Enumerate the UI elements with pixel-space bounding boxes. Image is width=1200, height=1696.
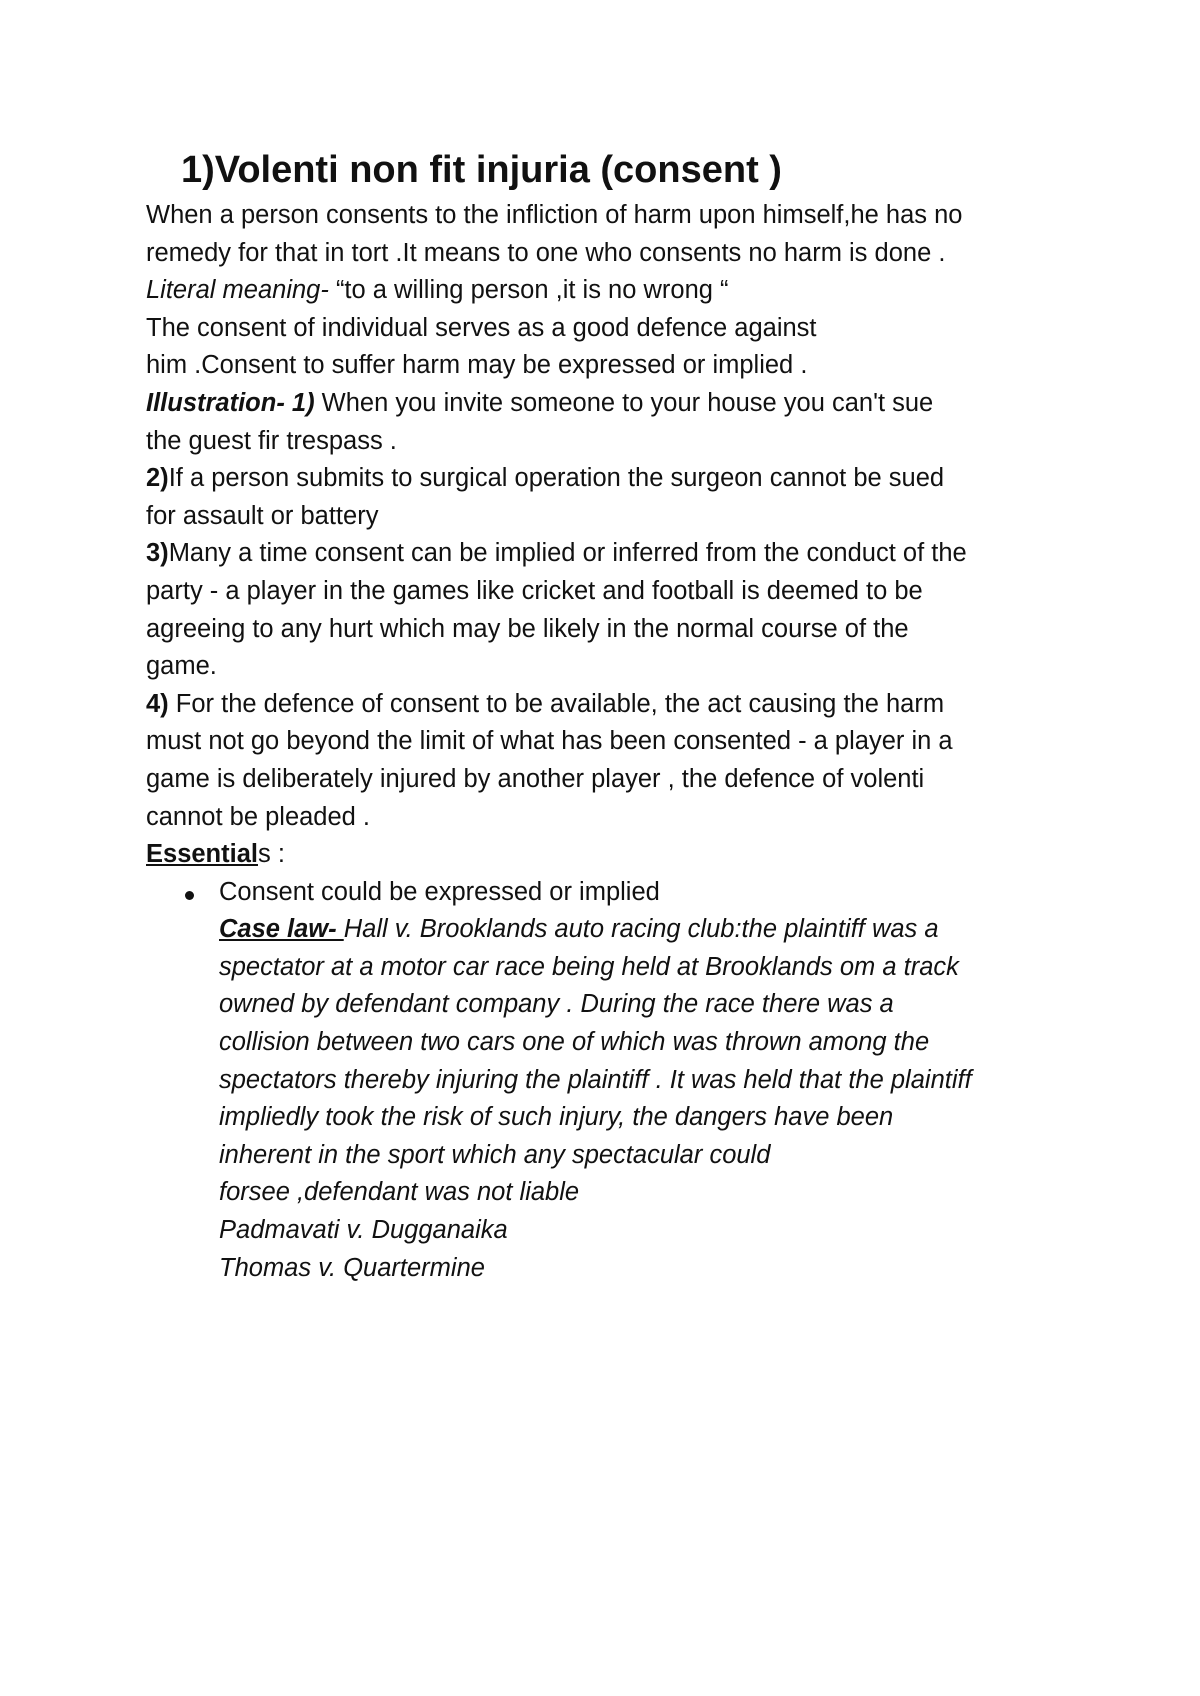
illustration-3-line-1 bbox=[146, 535, 1146, 573]
intro-line-1: When a person consents to the infliction of harm upon himself,he has no bbox=[146, 201, 963, 229]
illustration-4-line-1 bbox=[146, 686, 1146, 724]
illustration-3-line-3: agreeing to any hurt which may be likely in the normal course of the bbox=[146, 614, 909, 643]
illustration-4-text: For the defence of consent to be available, the act causing the harm bbox=[168, 689, 945, 718]
illustration-2-line-2: for assault or battery bbox=[146, 501, 379, 530]
literal-meaning-text: “to a willing person ,it is no wrong “ bbox=[328, 276, 729, 305]
case-law-line-4: collision between two cars one of which was thrown among the bbox=[219, 1028, 930, 1057]
case-law-text: Hall v. Brooklands auto racing club:the plaintiff was a bbox=[343, 915, 939, 944]
illustration-3-line-4: game. bbox=[146, 652, 217, 681]
case-law-line-3: owned by defendant company . During the race there was a bbox=[219, 990, 894, 1019]
illustration-3-number: 3) bbox=[146, 539, 169, 568]
consent-line-2: him .Consent to suffer harm may be expressed or implied . bbox=[146, 351, 808, 380]
essentials-heading-suffix: s : bbox=[257, 840, 285, 869]
case-law-line-8: forsee ,defendant was not liable bbox=[219, 1178, 580, 1207]
literal-meaning-label: Literal meaning- bbox=[146, 276, 329, 305]
bullet-dot-icon bbox=[185, 891, 194, 900]
page-title: 1)Volenti non fit injuria (consent ) bbox=[181, 149, 782, 191]
illustration-3-text: Many a time consent can be implied or inferred from the conduct of the bbox=[168, 539, 967, 568]
case-law-label: Case law- bbox=[219, 915, 344, 944]
essentials-heading-text: Essential bbox=[146, 840, 258, 869]
illustration-3-line-2: party - a player in the games like cricket and football is deemed to be bbox=[146, 576, 923, 605]
case-law-line-7: inherent in the sport which any spectacular could bbox=[219, 1140, 771, 1169]
document-body bbox=[146, 197, 1146, 1287]
illustration-label: Illustration- 1) bbox=[146, 388, 315, 417]
illustration-2-number: 2) bbox=[146, 464, 169, 493]
case-law-line-5: spectators thereby injuring the plaintiff . It was held that the plaintiff bbox=[219, 1065, 972, 1094]
case-name-padmavati: Padmavati v. Dugganaika bbox=[219, 1216, 508, 1245]
consent-line-1: The consent of individual serves as a good defence against bbox=[146, 313, 817, 342]
literal-meaning-line bbox=[146, 272, 1146, 310]
case-law-line-2: spectator at a motor car race being held at Brooklands om a track bbox=[219, 952, 959, 981]
illustration-2-line-1 bbox=[146, 460, 1146, 498]
illustration-4-line-4: cannot be pleaded . bbox=[146, 802, 371, 831]
case-law-line-1 bbox=[146, 911, 1146, 949]
essential-bullet-1 bbox=[146, 874, 1146, 912]
illustration-4-line-2: must not go beyond the limit of what has been consented - a player in a bbox=[146, 727, 953, 756]
illustration-4-number: 4) bbox=[146, 689, 169, 718]
illustration-4-line-3: game is deliberately injured by another player , the defence of volenti bbox=[146, 764, 925, 793]
illustration-line-1 bbox=[146, 385, 1146, 423]
illustration-1-text: When you invite someone to your house you can't sue bbox=[314, 388, 934, 417]
illustration-2-text: If a person submits to surgical operation the surgeon cannot be sued bbox=[168, 464, 945, 493]
essential-bullet-1-text: Consent could be expressed or implied bbox=[219, 877, 660, 906]
illustration-1-line-2: the guest fir trespass . bbox=[146, 426, 397, 455]
essentials-heading bbox=[146, 836, 1146, 874]
intro-line-2: remedy for that in tort .It means to one who consents no harm is done . bbox=[146, 238, 946, 267]
case-name-thomas: Thomas v. Quartermine bbox=[219, 1253, 485, 1282]
case-law-line-6: impliedly took the risk of such injury, the dangers have been bbox=[219, 1103, 894, 1132]
